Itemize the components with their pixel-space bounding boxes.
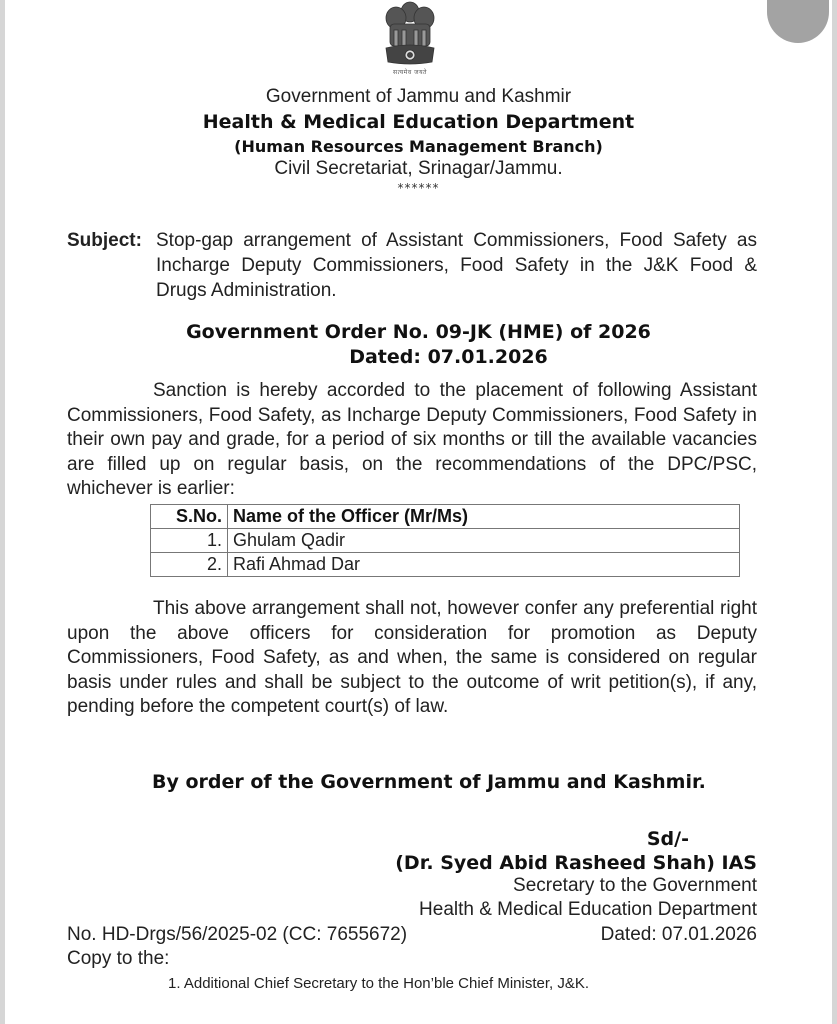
cell-sno: 2. (151, 553, 228, 577)
office-location: Civil Secretariat, Srinagar/Jammu. (274, 158, 563, 179)
overlay-pill-button[interactable] (767, 0, 829, 43)
column-header-sno: S.No. (151, 505, 228, 529)
reference-line (67, 924, 757, 946)
copy-to-label: Copy to the: (67, 948, 170, 969)
signatory-department: Health & Medical Education Department (419, 899, 757, 920)
by-order-line: By order of the Government of Jammu and Kashmir. (152, 771, 706, 793)
order-number: Government Order No. 09-JK (HME) of 2026 (186, 321, 651, 343)
column-header-name: Name of the Officer (Mr/Ms) (228, 505, 740, 529)
officers-table (150, 504, 740, 577)
government-name: Government of Jammu and Kashmir (265, 86, 572, 107)
emblem-motto: सत्यमेव जयते (393, 69, 427, 76)
subject-text: Stop-gap arrangement of Assistant Commissioners, Food Safety as Incharge Deputy Commissioners, Food Safety in the J&K Food & Drugs Administration. (156, 230, 757, 301)
cell-officer-name: Rafi Ahmad Dar (228, 553, 740, 577)
reference-date: Dated: 07.01.2026 (600, 924, 757, 945)
department-name: Health & Medical Education Department (202, 111, 635, 133)
body-paragraph-2: This above arrangement shall not, however confer any preferential right upon the above officers for consideration for promotion as Deputy Commissioners, Food Safety, as and when, the same is considered on regular basis under rules and shall be subject to the outcome of writ petition(s), if any, pending before the competent court(s) of law. (67, 598, 757, 717)
branch-name: (Human Resources Management Branch) (234, 137, 603, 156)
subject-block (67, 228, 757, 303)
table-header-row (151, 505, 740, 529)
subject-label: Subject: (67, 230, 142, 251)
table-row (151, 529, 740, 553)
order-date: Dated: 07.01.2026 (349, 346, 548, 368)
reference-number: No. HD-Drgs/56/2025-02 (CC: 7655672) (67, 924, 408, 945)
signatory-title: Secretary to the Government (513, 875, 757, 896)
cell-sno: 1. (151, 529, 228, 553)
copy-to-item: 1. Additional Chief Secretary to the Hon’ble Chief Minister, J&K. (168, 975, 590, 992)
table-row (151, 553, 740, 577)
signature-sd: Sd/- (646, 828, 689, 850)
cell-officer-name: Ghulam Qadir (228, 529, 740, 553)
body-paragraph-1: Sanction is hereby accorded to the placement of following Assistant Commissioners, Food Safety, as Incharge Deputy Commissioners, Food Safety in their own pay and grade, for a period of six months or till the available vacancies are filled up on regular basis, on the recommendations of the DPC/PSC, whichever is earlier: (67, 380, 757, 499)
signatory-name: (Dr. Syed Abid Rasheed Shah) IAS (395, 852, 757, 874)
header-separator: ****** (397, 181, 440, 195)
